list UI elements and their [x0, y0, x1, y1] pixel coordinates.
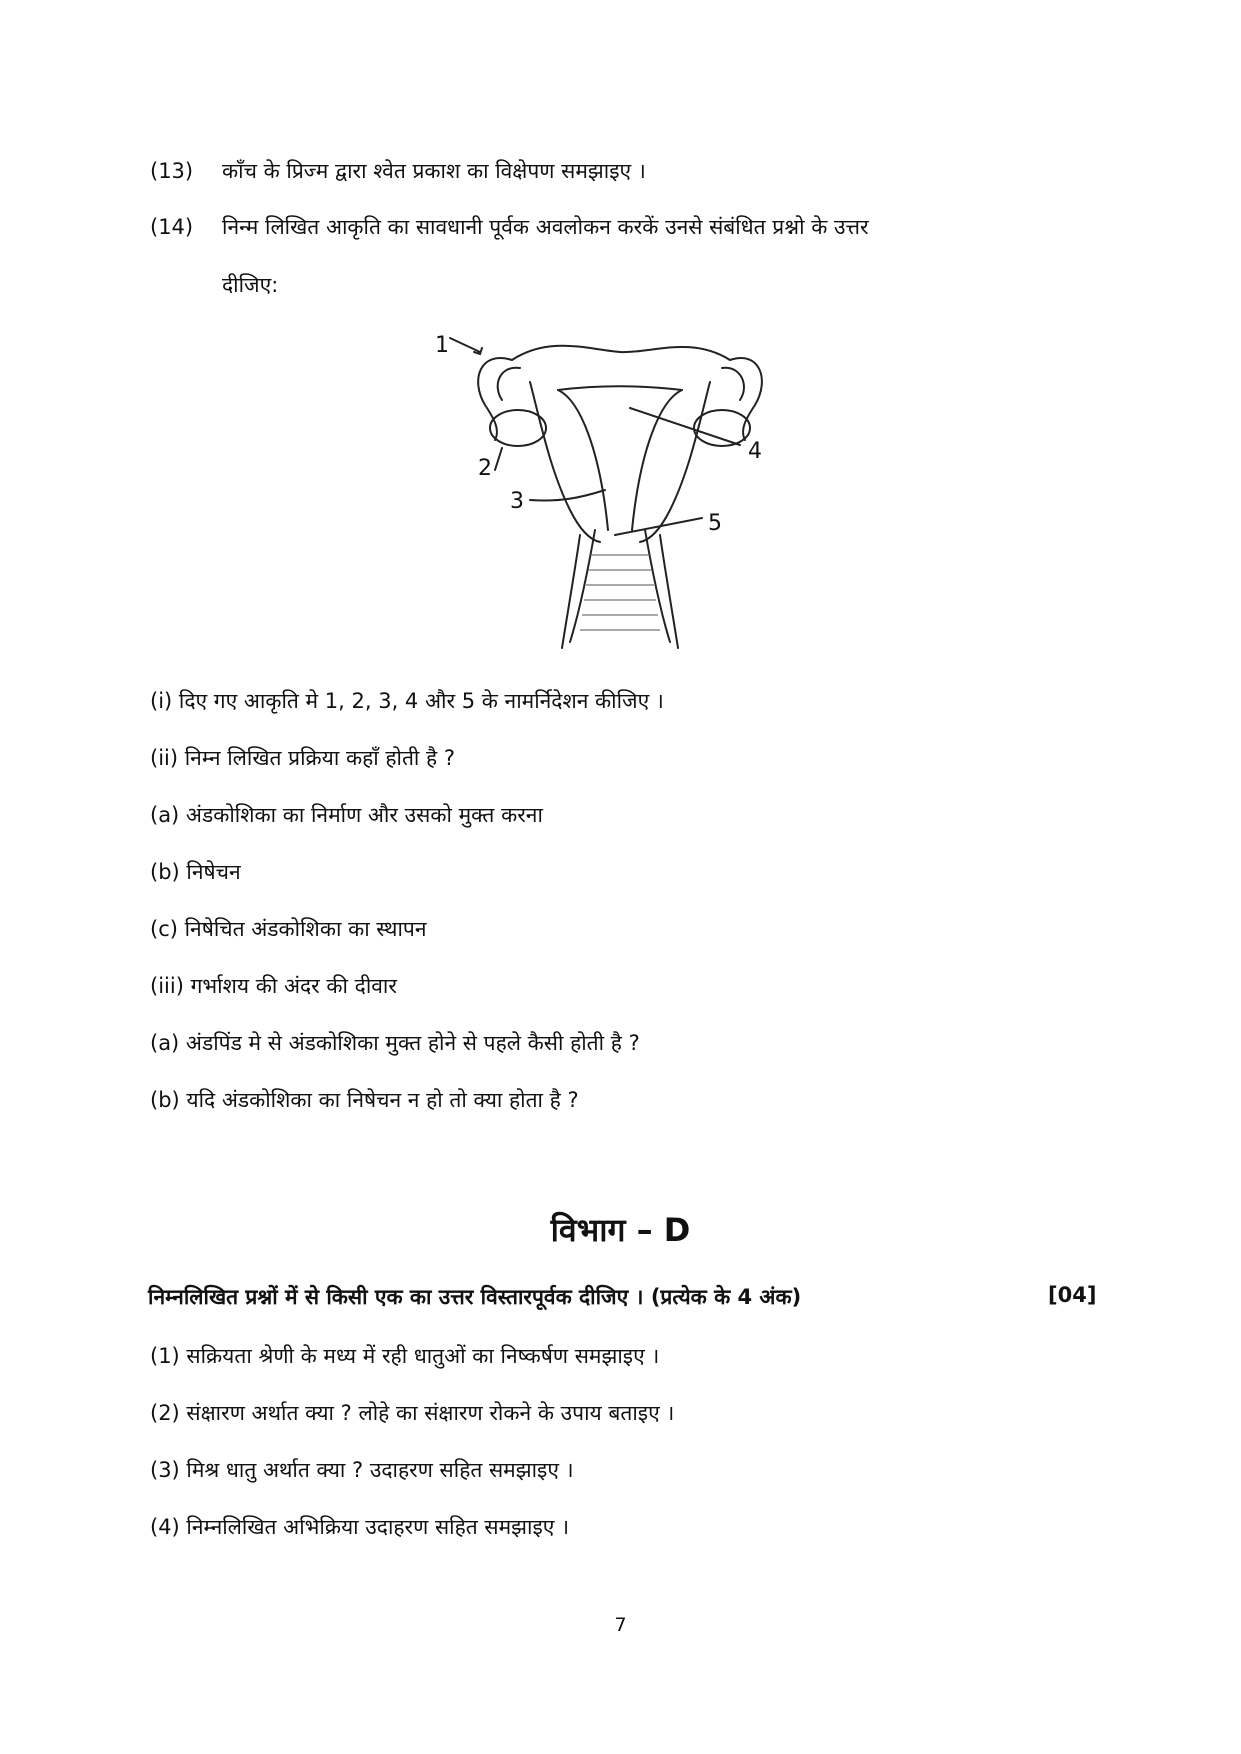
- sub-question-ii-c: (c) निषेचित अंडकोशिका का स्थापन: [150, 917, 427, 941]
- diagram-label-1: 1: [435, 333, 449, 358]
- section-item-1: (1) सक्रियता श्रेणी के मध्य में रही धातुओं का निष्कर्षण समझाइए ।: [150, 1344, 660, 1368]
- sub-question-ii: (ii) निम्न लिखित प्रक्रिया कहाँ होती है ?: [150, 746, 456, 770]
- page-number: 7: [614, 1614, 627, 1636]
- question-14-text-cont: दीजिए:: [222, 273, 279, 297]
- sub-question-iii: (iii) गर्भाशय की अंदर की दीवार: [150, 974, 397, 998]
- sub-question-i: (i) दिए गए आकृति मे 1, 2, 3, 4 और 5 के नामर्निदेशन कीजिए ।: [150, 689, 664, 713]
- diagram-label-4: 4: [748, 439, 762, 464]
- sub-question-ii-b: (b) निषेचन: [150, 860, 241, 884]
- section-item-3: (3) मिश्र धातु अर्थात क्या ? उदाहरण सहित समझाइए ।: [150, 1458, 574, 1482]
- question-14-number: (14): [150, 215, 194, 239]
- question-13-number: (13): [150, 159, 194, 183]
- question-13-text: काँच के प्रिज्म द्वारा श्वेत प्रकाश का विक्षेपण समझाइए ।: [222, 159, 646, 183]
- sub-question-iii-a: (a) अंडपिंड मे से अंडकोशिका मुक्त होने से पहले कैसी होती है ?: [150, 1031, 640, 1055]
- diagram-label-3: 3: [510, 489, 524, 514]
- section-marks: [04]: [1048, 1283, 1097, 1307]
- reproductive-system-diagram: [435, 330, 800, 660]
- section-item-4: (4) निम्नलिखित अभिक्रिया उदाहरण सहित समझाइए ।: [150, 1515, 570, 1539]
- question-14-text: निन्म लिखित आकृति का सावधानी पूर्वक अवलोकन करकें उनसे संबंधित प्रश्नो के उत्तर: [222, 215, 869, 239]
- section-item-2: (2) संक्षारण अर्थात क्या ? लोहे का संक्षारण रोकने के उपाय बताइए ।: [150, 1401, 675, 1425]
- section-instruction: निम्नलिखित प्रश्नों में से किसी एक का उत्तर विस्तारपूर्वक दीजिए । (प्रत्येक के 4 अंक): [148, 1285, 802, 1309]
- diagram-label-2: 2: [478, 456, 492, 481]
- sub-question-iii-b: (b) यदि अंडकोशिका का निषेचन न हो तो क्या होता है ?: [150, 1088, 579, 1112]
- diagram-label-5: 5: [708, 511, 722, 536]
- sub-question-ii-a: (a) अंडकोशिका का निर्माण और उसको मुक्त करना: [150, 803, 543, 827]
- section-heading: विभाग – D: [550, 1211, 691, 1249]
